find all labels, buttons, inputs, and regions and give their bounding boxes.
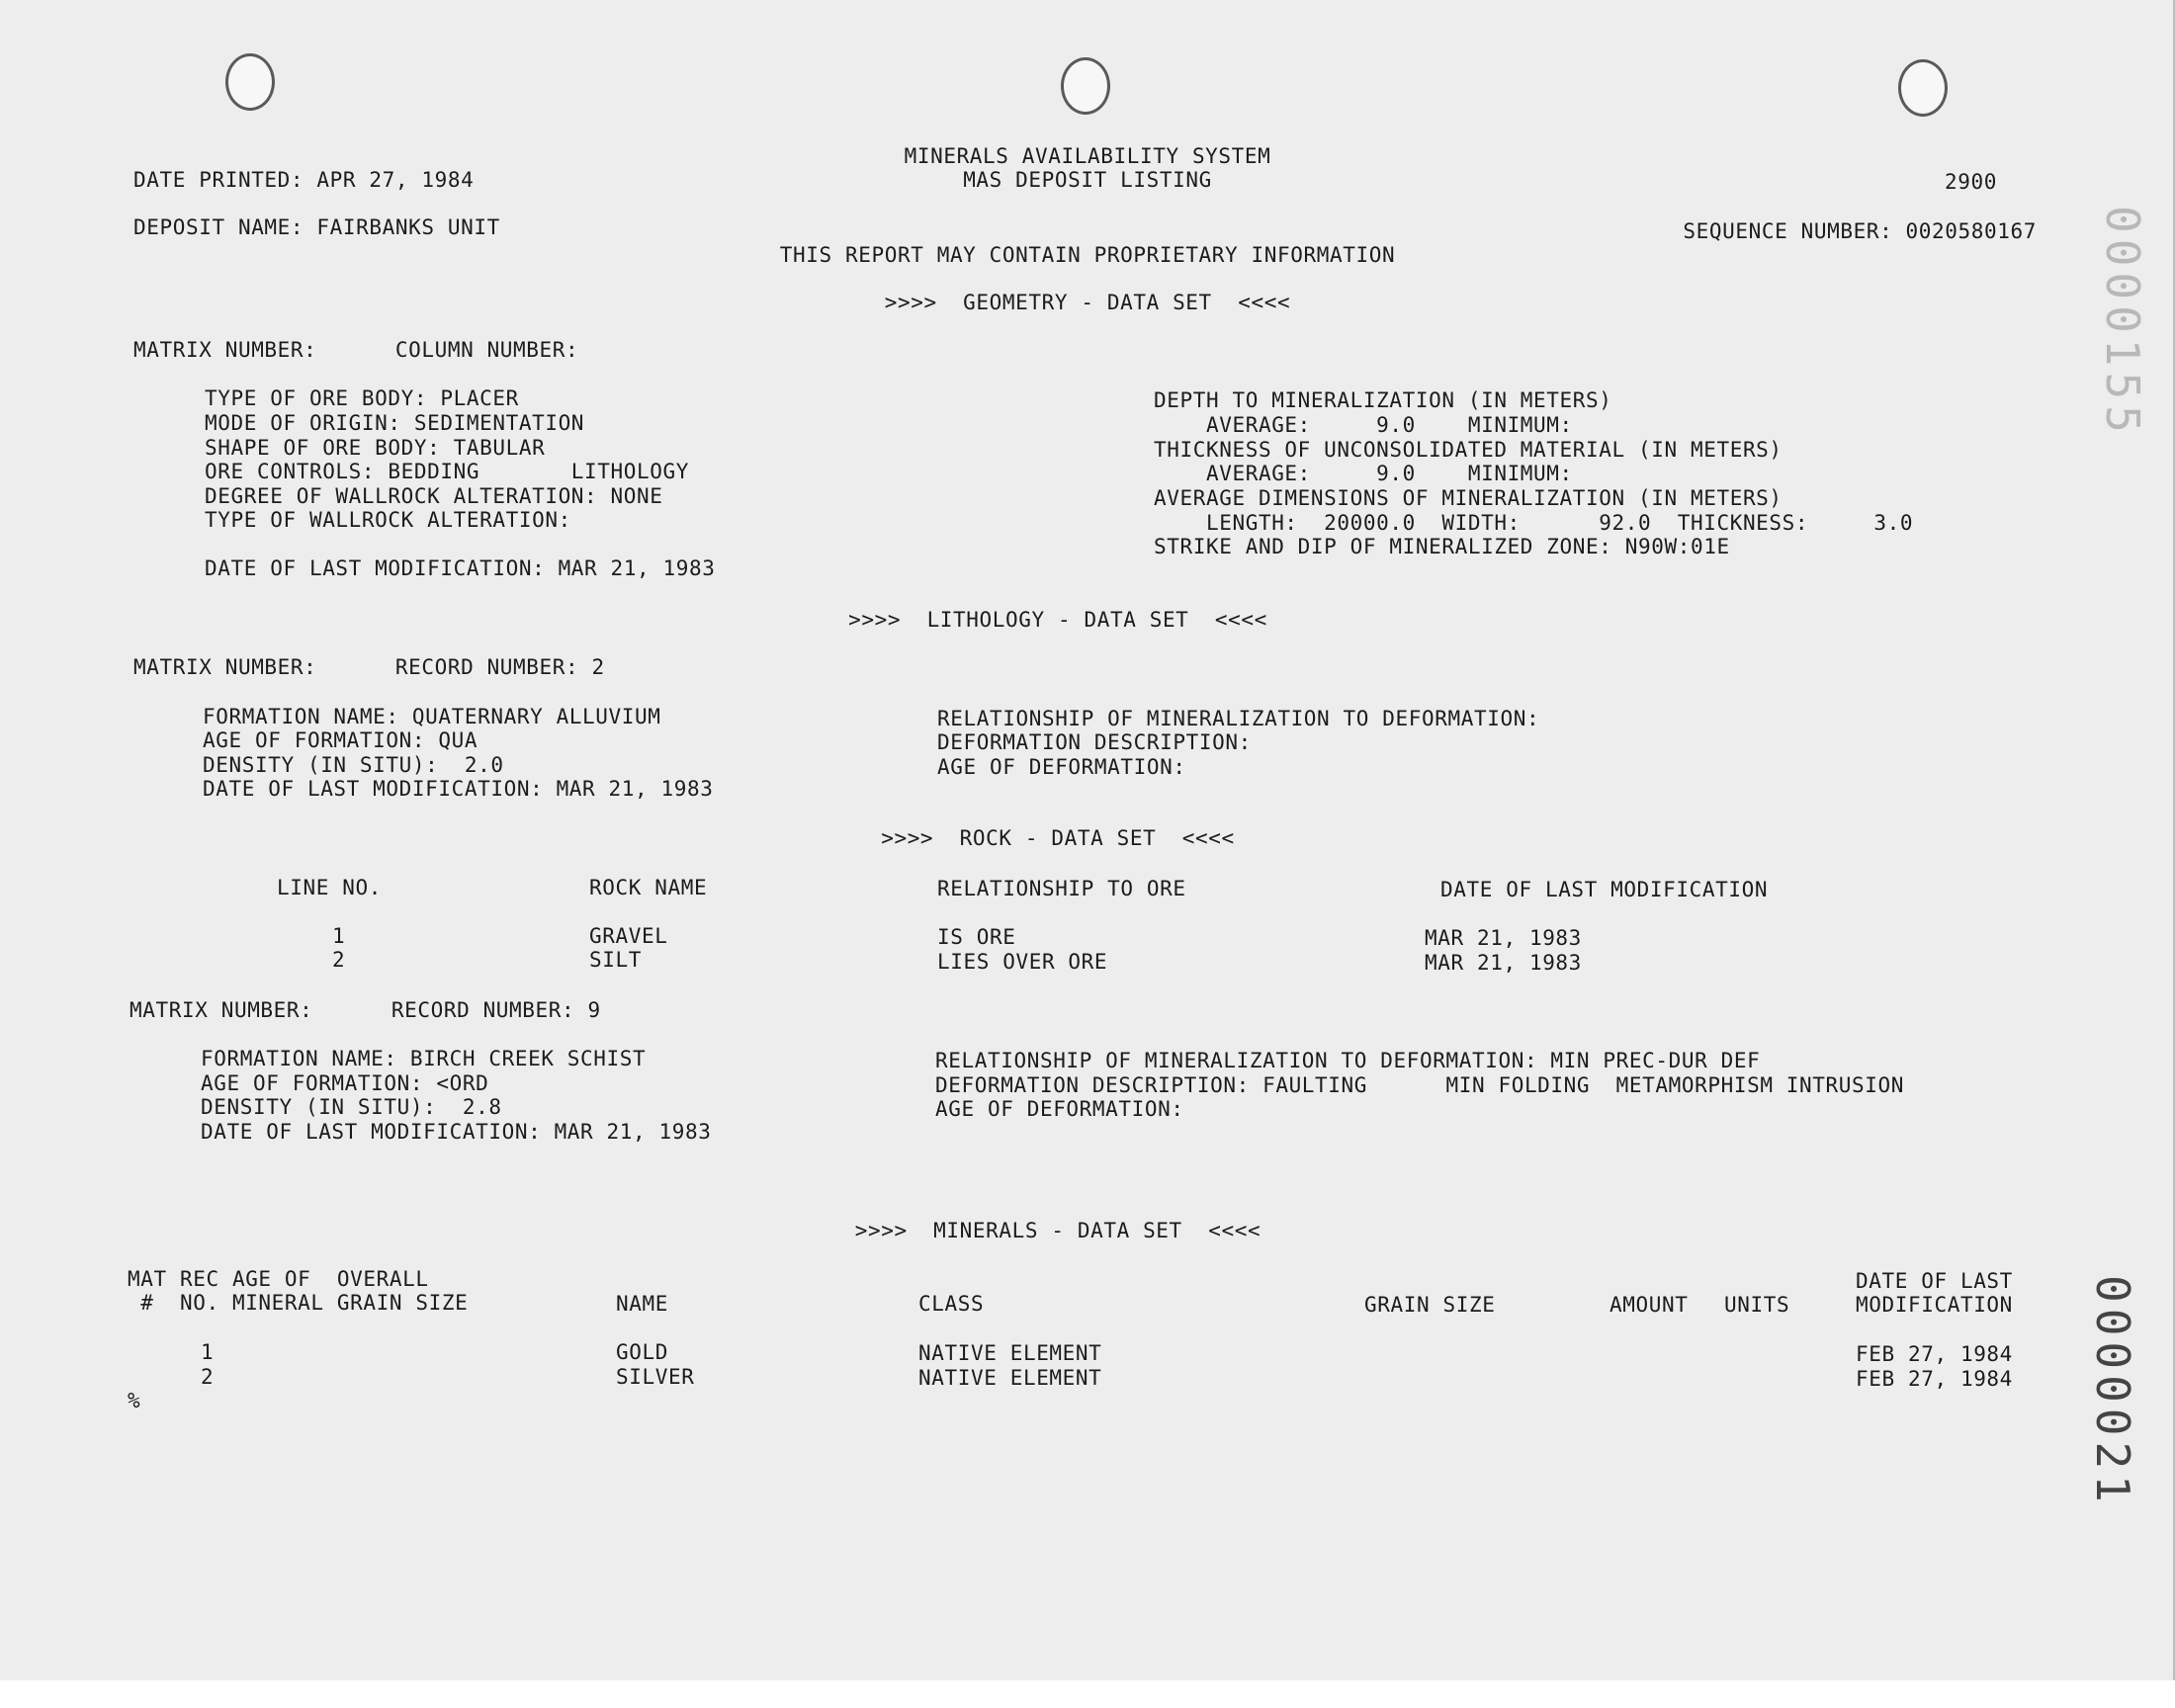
minerals-row-no: 2 xyxy=(201,1365,215,1389)
minerals-col-class: CLASS xyxy=(918,1292,985,1316)
geometry-right-line: AVERAGE: 9.0 MINIMUM: xyxy=(1154,413,1573,437)
lithology-left-line: FORMATION NAME: BIRCH CREEK SCHIST xyxy=(201,1047,647,1070)
page-code: 2900 xyxy=(1945,170,1997,194)
faint-stamp-number: 0000155 xyxy=(2096,206,2149,439)
rock-row-name: GRAVEL xyxy=(589,924,668,948)
geometry-left-line: SHAPE OF ORE BODY: TABULAR xyxy=(205,436,546,460)
geometry-right-line: AVERAGE: 9.0 MINIMUM: xyxy=(1154,462,1573,485)
minerals-col-date-line2: MODIFICATION xyxy=(1856,1293,2013,1317)
deposit-name: DEPOSIT NAME: FAIRBANKS UNIT xyxy=(133,215,500,239)
end-of-listing-mark: % xyxy=(128,1389,141,1412)
minerals-header-line1: MAT REC AGE OF OVERALL xyxy=(128,1267,429,1291)
minerals-col-name: NAME xyxy=(616,1292,668,1316)
minerals-row-name: GOLD xyxy=(616,1340,668,1364)
lithology-left-line: FORMATION NAME: QUATERNARY ALLUVIUM xyxy=(203,705,661,728)
punch-hole-center xyxy=(1061,57,1110,115)
rock-col-date: DATE OF LAST MODIFICATION xyxy=(1440,878,1769,901)
lithology-right-line: RELATIONSHIP OF MINERALIZATION TO DEFORMATION: MIN PREC-DUR DEF xyxy=(935,1049,1761,1072)
lithology-left-line: DENSITY (IN SITU): 2.8 xyxy=(201,1095,502,1119)
lithology-right-line: RELATIONSHIP OF MINERALIZATION TO DEFORMATION: xyxy=(937,707,1540,730)
minerals-row-date: FEB 27, 1984 xyxy=(1856,1367,2013,1391)
geometry-left-line: ORE CONTROLS: BEDDING LITHOLOGY xyxy=(205,460,689,483)
lithology-matrix-line: MATRIX NUMBER: RECORD NUMBER: 9 xyxy=(130,998,601,1022)
lithology-right-line: AGE OF DEFORMATION: xyxy=(937,755,1186,779)
geometry-left-line: TYPE OF WALLROCK ALTERATION: xyxy=(205,508,571,532)
geometry-matrix-line: MATRIX NUMBER: COLUMN NUMBER: xyxy=(133,338,579,362)
listing-title: MAS DEPOSIT LISTING xyxy=(963,168,1212,192)
rock-row-relationship: IS ORE xyxy=(937,925,1016,949)
rock-row-date: MAR 21, 1983 xyxy=(1425,926,1582,950)
page-bottom-margin xyxy=(0,1680,2175,1708)
lithology-matrix-line: MATRIX NUMBER: RECORD NUMBER: 2 xyxy=(133,655,605,679)
geometry-section-title: >>>> GEOMETRY - DATA SET <<<< xyxy=(884,291,1291,314)
minerals-col-date-line1: DATE OF LAST xyxy=(1856,1269,2013,1293)
geometry-left-line: MODE OF ORIGIN: SEDIMENTATION xyxy=(205,411,585,435)
date-printed: DATE PRINTED: APR 27, 1984 xyxy=(133,168,475,192)
proprietary-notice: THIS REPORT MAY CONTAIN PROPRIETARY INFORMATION xyxy=(779,243,1396,267)
minerals-col-amount: AMOUNT xyxy=(1610,1293,1689,1317)
lithology-left-line: AGE OF FORMATION: <ORD xyxy=(201,1071,489,1095)
geometry-left-line: DEGREE OF WALLROCK ALTERATION: NONE xyxy=(205,484,663,508)
system-title: MINERALS AVAILABILITY SYSTEM xyxy=(904,144,1271,168)
geometry-right-line: AVERAGE DIMENSIONS OF MINERALIZATION (IN METERS) xyxy=(1154,486,1783,510)
geometry-last-modification: DATE OF LAST MODIFICATION: MAR 21, 1983 xyxy=(205,556,716,580)
minerals-row-class: NATIVE ELEMENT xyxy=(918,1366,1102,1390)
archive-stamp-number: 0000021 xyxy=(2086,1275,2139,1508)
minerals-section-title: >>>> MINERALS - DATA SET <<<< xyxy=(854,1219,1262,1242)
geometry-right-line: STRIKE AND DIP OF MINERALIZED ZONE: N90W:01E xyxy=(1154,535,1730,558)
minerals-col-grain: GRAIN SIZE xyxy=(1364,1293,1496,1317)
rock-row-date: MAR 21, 1983 xyxy=(1425,951,1582,975)
sequence-number: SEQUENCE NUMBER: 0020580167 xyxy=(1683,219,2037,243)
rock-col-rock-name: ROCK NAME xyxy=(589,876,708,899)
lithology-left-line: AGE OF FORMATION: QUA xyxy=(203,728,478,752)
minerals-row-no: 1 xyxy=(201,1340,215,1364)
geometry-left-line: TYPE OF ORE BODY: PLACER xyxy=(205,386,519,410)
rock-row-line: 1 xyxy=(332,924,346,948)
rock-row-line: 2 xyxy=(332,948,346,972)
lithology-left-line: DENSITY (IN SITU): 2.0 xyxy=(203,753,504,777)
minerals-row-class: NATIVE ELEMENT xyxy=(918,1341,1102,1365)
geometry-right-line: LENGTH: 20000.0 WIDTH: 92.0 THICKNESS: 3.0 xyxy=(1154,511,1914,535)
rock-row-relationship: LIES OVER ORE xyxy=(937,950,1108,974)
rock-col-line-no: LINE NO. xyxy=(277,876,382,899)
punch-hole-right xyxy=(1898,59,1948,117)
lithology-right-line: DEFORMATION DESCRIPTION: xyxy=(937,730,1252,754)
punch-hole-left xyxy=(225,53,275,111)
minerals-header-line2: # NO. MINERAL GRAIN SIZE xyxy=(128,1291,469,1315)
geometry-right-line: DEPTH TO MINERALIZATION (IN METERS) xyxy=(1154,388,1612,412)
rock-col-relationship: RELATIONSHIP TO ORE xyxy=(937,877,1186,900)
geometry-right-line: THICKNESS OF UNCONSOLIDATED MATERIAL (IN METERS) xyxy=(1154,438,1783,462)
rock-row-name: SILT xyxy=(589,948,642,972)
lithology-right-line: AGE OF DEFORMATION: xyxy=(935,1097,1184,1121)
lithology-right-line: DEFORMATION DESCRIPTION: FAULTING MIN FOLDING METAMORPHISM INTRUSION xyxy=(935,1073,1904,1097)
minerals-col-units: UNITS xyxy=(1724,1293,1790,1317)
lithology-left-line: DATE OF LAST MODIFICATION: MAR 21, 1983 xyxy=(203,777,714,801)
minerals-row-name: SILVER xyxy=(616,1365,695,1389)
rock-section-title: >>>> ROCK - DATA SET <<<< xyxy=(881,826,1235,850)
lithology-left-line: DATE OF LAST MODIFICATION: MAR 21, 1983 xyxy=(201,1120,712,1144)
lithology-section-title: >>>> LITHOLOGY - DATA SET <<<< xyxy=(848,608,1267,632)
minerals-row-date: FEB 27, 1984 xyxy=(1856,1342,2013,1366)
